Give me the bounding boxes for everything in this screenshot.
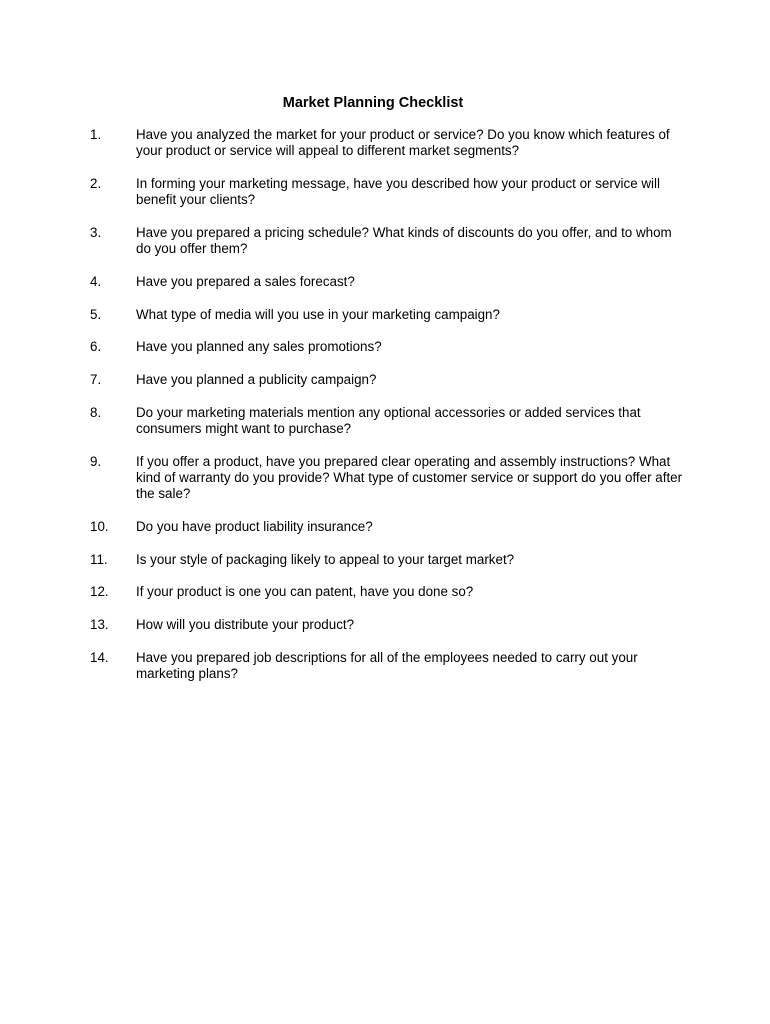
item-text: Do your marketing materials mention any optional accessories or added services that consumers might want to purchase? [136, 404, 641, 436]
item-text: Do you have product liability insurance? [136, 518, 373, 534]
checklist-item [90, 405, 690, 438]
item-text: Have you prepared a sales forecast? [136, 273, 355, 289]
item-text: Have you planned a publicity campaign? [136, 372, 377, 388]
checklist-item [90, 519, 690, 535]
checklist-item [90, 372, 690, 388]
item-text: In forming your marketing message, have you described how your product or service will benefit your clients? [136, 175, 660, 208]
checklist-item [90, 127, 690, 160]
item-text: Have you prepared a pricing schedule? What kinds of discounts do you offer, and to whom do you offer them? [136, 224, 672, 257]
item-number: 1. [90, 127, 102, 142]
checklist-item [90, 584, 690, 600]
item-text: Have you prepared job descriptions for all of the employees needed to carry out your marketing plans? [136, 649, 638, 682]
item-number: 14. [90, 649, 109, 665]
item-text: What type of media will you use in your marketing campaign? [136, 306, 500, 322]
item-number: 4. [90, 273, 102, 289]
item-number: 13. [90, 617, 109, 633]
item-number: 10. [90, 518, 109, 534]
item-text: How will you distribute your product? [136, 617, 355, 633]
item-number: 11. [90, 551, 108, 567]
item-text: Have you analyzed the market for your product or service? Do you know which features of your product or service will appeal to different market segments? [136, 127, 670, 159]
checklist-item [90, 225, 690, 258]
document-title: Market Planning Checklist [282, 95, 464, 111]
checklist-item [90, 454, 690, 503]
item-number: 12. [90, 584, 109, 600]
checklist [90, 127, 690, 699]
item-number: 5. [90, 306, 102, 322]
checklist-item [90, 650, 690, 683]
item-number: 6. [90, 339, 102, 355]
item-number: 9. [90, 453, 102, 469]
item-number: 3. [90, 224, 102, 240]
item-number: 7. [90, 372, 102, 388]
item-text: Have you planned any sales promotions? [136, 339, 382, 355]
item-text: Is your style of packaging likely to appeal to your target market? [136, 551, 515, 567]
checklist-item [90, 617, 690, 633]
checklist-item [90, 176, 690, 209]
item-number: 2. [90, 175, 102, 191]
checklist-item [90, 274, 690, 290]
checklist-item [90, 339, 690, 355]
item-number: 8. [90, 404, 102, 420]
checklist-item [90, 552, 690, 568]
checklist-item [90, 307, 690, 323]
item-text: If you offer a product, have you prepared clear operating and assembly instructions? What kind of warranty do you provide? What type of customer service or support do you offer after the sale? [136, 453, 683, 502]
item-text: If your product is one you can patent, have you done so? [136, 584, 474, 600]
